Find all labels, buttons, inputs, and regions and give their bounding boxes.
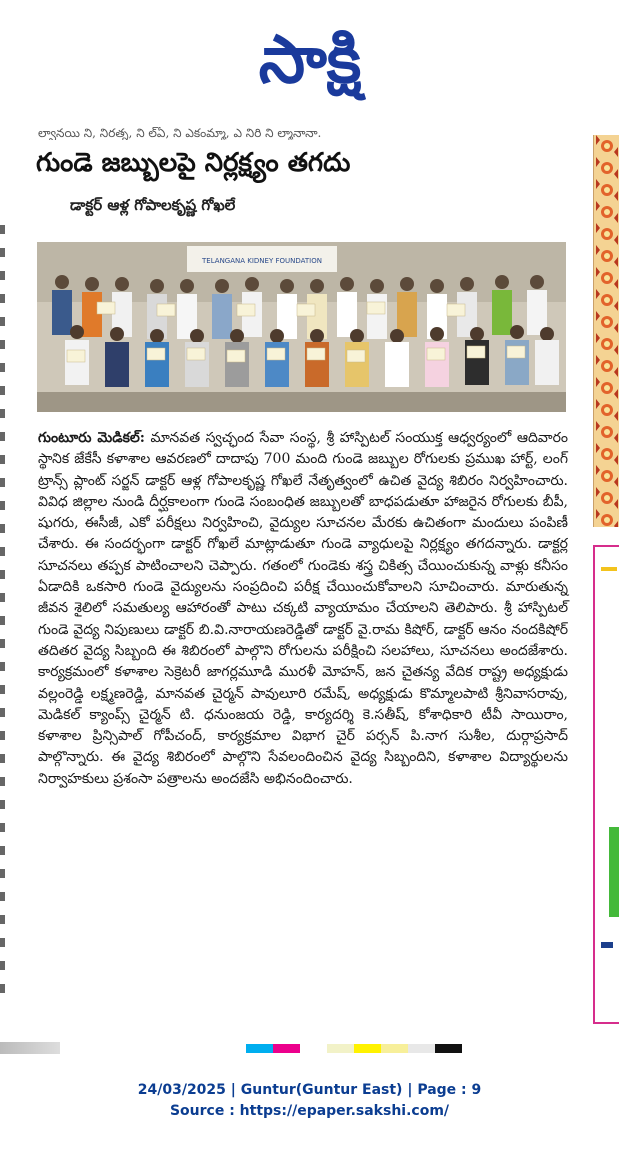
edge-glyph xyxy=(0,823,5,832)
article-body-text: మానవత స్వచ్ఛంద సేవా సంస్థ, శ్రీ హాస్పిటల్ సంయుక్త ఆధ్వర్యంలో ఆదివారం స్థానిక జేకేసీ కళాశాల ఆవరణలో దాదాపు 700 మంది గుండె జబ్బుల రోగులకు ప్రముఖ హార్ట్, లంగ్ ట్రాన్స్ ప్లాంట్ సర్జన్ డాక్టర్ ఆళ్ల గోపాలకృష్ణ గోఖలే నేతృత్వంలో ఉచిత వైద్య శిబిరం నిర్వహించారు. వివిధ జిల్లాల నుండి దీర్ఘకాలంగా గుండె సంబంధిత జబ్బులతో బాధపడుతూ హాజరైన రోగులకు బీపీ, షుగరు, ఈసీజీ, ఎకో పరీక్షలు నిర్వహించి, వైద్యుల సూచనల మేరకు ఉచితంగా మందులు పంపిణీ చేశారు. ఈ సందర్భంగా డాక్టర్ గోఖలే మాట్లాడుతూ గుండె వ్యాధులపై నిర్లక్ష్యం తగదన్నారు. డాక్టర్ల సూచనలు తప్పక పాటించాలని చెప్పారు. గతంలో గుండెకు శస్త్ర చికిత్స చేయించుకున్న వాళ్లు కనీసం ఏడాదికి ఒకసారి గుండె వైద్యులను సంప్రదించి పరీక్ష చేయించుకోవాలని సూచించారు. మారుతున్న జీవన శైలిలో సమతుల్య ఆహారంతో పాటు చక్కటి వ్యాయామం చేయాలని తెలిపారు. శ్రీ హాస్పిటల్ గుండె వైద్య నిపుణులు డాక్టర్ బి.వి.నారాయణరెడ్డితో డాక్టర్ వై.రామ కిషోర్, డాక్టర్ ఆనం నందకిషోర్ తదితర వైద్య సిబ్బంది ఈ శిబిరంలో పాల్గొని రోగులను పరీక్షించి సలహాలు, సూచనలు అందజేశారు. కార్యక్రమంలో కళాశాల సెక్రెటరీ జాగర్లమూడి మురళీ మోహన్, జన చైతన్య వేదిక రాష్ట్ర అధ్యక్షుడు వల్లంరెడ్డి లక్ష్మణరెడ్డి, మానవత చైర్మన్ పావులూరి రమేష్, అధ్యక్షుడు కొమ్మాలపాటి శ్రీనివాసరావు, మెడికల్ క్యాంప్స్ చైర్మన్ టి. ధనుంజయ రెడ్డి, కార్యదర్శి కె.సతీష్, కోశాధికారి టీవీ సాయిరాం, కళాశాల ప్రిన్సిపాల్ గోపీచంద్, కార్యక్రమాల విభాగ చైర్ పర్సన్ పి.నాగ సుశీల, దుర్గాప్రసాద్ పాల్గొన్నారు. ఈ వైద్య శిబిరంలో పాల్గొని సేవలందించిన వైద్య సిబ్బందిని, కళాశాల విద్యార్థులను నిర్వాహకులు ప్రశంసా పత్రాలను అందజేసి అభినందించారు. xyxy=(38,430,569,787)
edge-glyph xyxy=(0,294,5,303)
edge-glyph xyxy=(0,616,5,625)
edge-glyph xyxy=(0,984,5,993)
calibration-swatch xyxy=(273,1044,300,1053)
edge-glyph xyxy=(0,432,5,441)
edge-glyph xyxy=(0,455,5,464)
logo-text: సాక్షి xyxy=(258,21,362,98)
edge-glyph xyxy=(0,271,5,280)
ad-blue-bar xyxy=(601,942,613,948)
calibration-swatch xyxy=(327,1044,354,1053)
article-body xyxy=(38,428,568,1028)
photo-banner-text: TELANGANA KIDNEY FOUNDATION xyxy=(202,257,322,265)
edge-glyph xyxy=(0,570,5,579)
edge-glyph xyxy=(0,800,5,809)
edge-glyph xyxy=(0,363,5,372)
right-decorative-border xyxy=(593,135,619,527)
article-photo xyxy=(37,242,566,412)
edge-glyph xyxy=(0,846,5,855)
edge-glyph xyxy=(0,961,5,970)
ad-yellow-bar xyxy=(601,567,617,571)
previous-article-cut-line: ల్వానయి ని, నిరత్న, ని ల్ఏ, ని ఎకంమ్మా, ఎ నిరి ని ల్మానానా. xyxy=(38,126,322,140)
edge-glyph xyxy=(0,915,5,924)
edge-glyph xyxy=(0,685,5,694)
edge-glyph xyxy=(0,731,5,740)
calibration-swatch xyxy=(408,1044,435,1053)
ad-green-shape xyxy=(609,827,619,917)
edge-glyph xyxy=(0,892,5,901)
article-byline: డాక్టర్ ఆళ్ల గోపాలకృష్ణ గోఖలే xyxy=(70,196,236,214)
edge-glyph xyxy=(0,869,5,878)
calibration-swatch xyxy=(246,1044,273,1053)
group-photo xyxy=(37,242,566,412)
calibration-swatch xyxy=(381,1044,408,1053)
edge-glyph xyxy=(0,593,5,602)
edge-glyph xyxy=(0,938,5,947)
print-gray-bar xyxy=(0,1042,60,1054)
edge-glyph xyxy=(0,639,5,648)
edge-glyph xyxy=(0,662,5,671)
edge-glyph xyxy=(0,409,5,418)
page-footer xyxy=(0,1080,619,1124)
edge-glyph xyxy=(0,754,5,763)
edge-glyph xyxy=(0,547,5,556)
calibration-swatch xyxy=(300,1044,327,1053)
edge-glyph xyxy=(0,777,5,786)
edge-glyph xyxy=(0,340,5,349)
edge-glyph xyxy=(0,708,5,717)
ornament-pattern xyxy=(594,135,619,527)
sakshi-logo xyxy=(205,14,415,108)
footer-source: Source : https://epaper.sakshi.com/ xyxy=(169,1103,450,1119)
print-calibration-bar xyxy=(246,1044,462,1053)
edge-glyph xyxy=(0,317,5,326)
edge-glyph xyxy=(0,248,5,257)
dateline: గుంటూరు మెడికల్: xyxy=(38,430,145,446)
edge-glyph xyxy=(0,524,5,533)
left-page-edge xyxy=(0,215,7,1015)
edge-glyph xyxy=(0,225,5,234)
article-headline: గుండె జబ్బులపై నిర్లక్ష్యం తగదు xyxy=(36,148,351,178)
edge-glyph xyxy=(0,386,5,395)
edge-glyph xyxy=(0,501,5,510)
adjacent-advertisement xyxy=(593,545,619,1024)
calibration-swatch xyxy=(435,1044,462,1053)
calibration-swatch xyxy=(354,1044,381,1053)
edge-glyph xyxy=(0,478,5,487)
footer-date-edition: 24/03/2025 | Guntur(Guntur East) | Page : 9 xyxy=(137,1082,482,1098)
